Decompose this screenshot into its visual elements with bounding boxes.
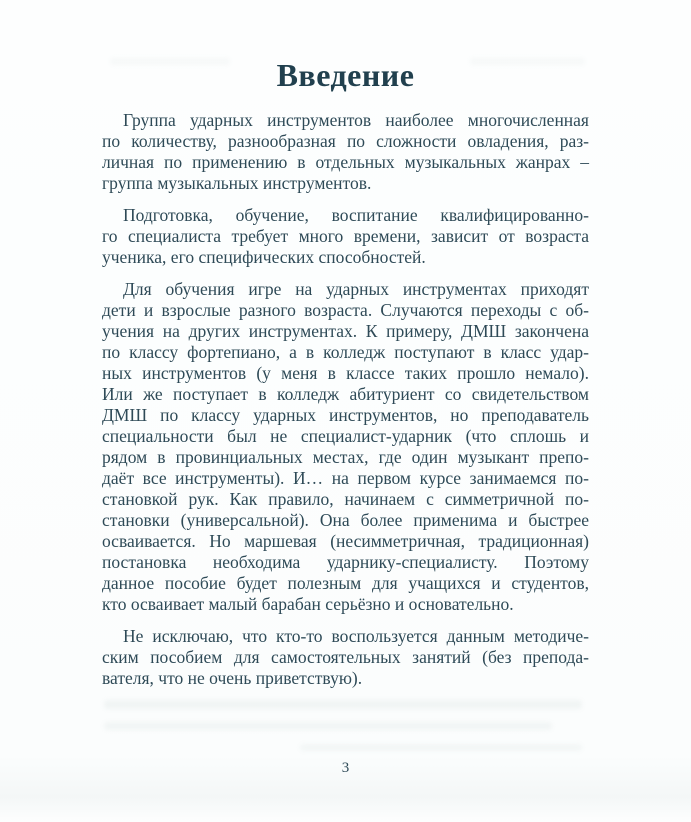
page-content <box>102 56 589 700</box>
text-line: Для обучения игре на ударных инструментах приходят <box>123 279 589 299</box>
text-line: ных инструментов (у меня в классе таких прошло немало). <box>102 363 589 383</box>
page-number: 3 <box>341 760 350 776</box>
text-line: вателя, что не очень приветствую). <box>102 668 363 688</box>
paragraph <box>102 205 589 268</box>
text-line: рядом в провинциальных местах, где один музыкант препо- <box>102 447 589 467</box>
paragraph <box>102 626 589 689</box>
text-line: Не исключаю, что кто-то воспользуется данным методиче- <box>123 626 589 646</box>
text-line: учения на других инструментах. К примеру, ДМШ закончена <box>102 321 589 341</box>
bleedthrough-marks <box>104 700 582 709</box>
body-text <box>102 110 589 689</box>
page-title: Введение <box>276 57 415 93</box>
bleedthrough-marks <box>104 722 552 730</box>
text-line: становки (универсальной). Она более применима и быстрее <box>102 510 589 530</box>
text-line: кто осваивает малый барабан серьёзно и основательно. <box>102 594 514 614</box>
paragraph <box>102 110 589 194</box>
text-line: становкой рук. Как правило, начинаем с симметричной по- <box>102 489 589 509</box>
bleedthrough-marks <box>300 744 582 751</box>
text-line: Подготовка, обучение, воспитание квалифицированно- <box>123 205 589 225</box>
text-line: специальности был не специалист-ударник (что сплошь и <box>102 426 589 446</box>
text-line: ученика, его специфических способностей. <box>102 247 426 267</box>
text-line: данное пособие будет полезным для учащихся и студентов, <box>102 573 589 593</box>
text-line: Группа ударных инструментов наиболее многочисленная <box>123 110 589 130</box>
text-line: дети и взрослые разного возраста. Случаются переходы с об- <box>102 300 589 320</box>
text-line: ДМШ по классу ударных инструментов, но преподаватель <box>102 405 589 425</box>
text-line: Или же поступает в колледж абитуриент со свидетельством <box>102 384 589 404</box>
text-line: личная по применению в отдельных музыкальных жанрах – <box>102 152 589 172</box>
text-line: осваивается. Но маршевая (несимметричная, традиционная) <box>102 531 589 551</box>
text-line: ским пособием для самостоятельных занятий (без препода- <box>102 647 589 667</box>
text-line: по классу фортепиано, а в колледж поступают в класс удар- <box>102 342 589 362</box>
text-line: даёт все инструменты). И… на первом курсе занимаемся по- <box>102 468 589 488</box>
text-line: по количеству, разнообразная по сложности овладения, раз- <box>102 131 589 151</box>
text-line: го специалиста требует много времени, зависит от возраста <box>102 226 589 246</box>
text-line: группа музыкальных инструментов. <box>102 173 372 193</box>
paragraph <box>102 279 589 615</box>
text-line: постановка необходима ударнику-специалисту. Поэтому <box>102 552 589 572</box>
